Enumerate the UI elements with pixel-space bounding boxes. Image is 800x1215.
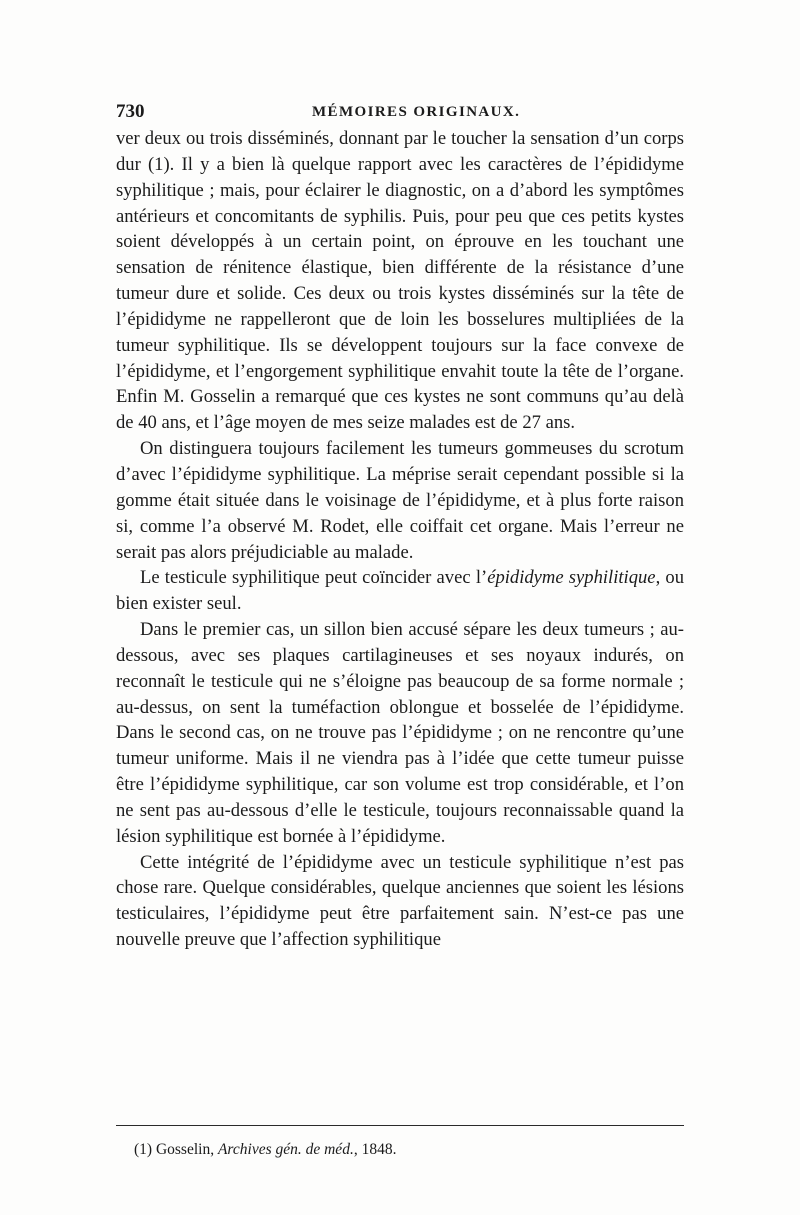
paragraph <box>116 617 684 850</box>
paragraph <box>116 565 684 617</box>
paragraph-text: Dans le premier cas, un sillon bien accusé sépare les deux tumeurs ; au-dessous, avec ses plaques cartilagineuses et ses noyaux indurés, on reconnaît le testicule qui ne s’éloigne pas beaucoup de sa forme normale ; au-dessus, on sent la tuméfaction oblongue et bosselée de l’épididyme. Dans le second cas, on ne trouve pas l’épididyme ; on ne rencontre qu’une tumeur uniforme. Mais il ne viendra pas à l’idée que cette tumeur puisse être l’épididyme syphilitique, car son volume est trop considérable, et l’on ne sent pas au-dessous d’elle le testicule, toujours reconnaissable quand la lésion syphilitique est bornée à l’épididyme. <box>116 619 684 847</box>
paragraph <box>116 850 684 953</box>
footnote-text: , 1848. <box>353 1141 397 1158</box>
running-title: MÉMOIRES ORIGINAUX. <box>312 104 521 120</box>
paragraph-text: Cette intégrité de l’épididyme avec un testicule syphilitique n’est pas chose rare. Quelque considérables, quelque anciennes que soient les lésions testiculaires, l’épididyme peut être parfaitement sain. N’est-ce pas une nouvelle preuve que l’affection syphilitique <box>116 851 684 951</box>
paragraph-text: On distinguera toujours facilement les tumeurs gommeuses du scrotum d’avec l’épididyme syphilitique. La méprise serait cependant possible si la gomme était située dans le voisinage de l’épididyme, et à plus forte raison si, comme l’a observé M. Rodet, elle coiffait cet organe. Mais l’erreur ne serait pas alors préjudiciable au malade. <box>116 438 684 563</box>
footnote <box>134 1140 684 1160</box>
paragraph-text: , ou bien exister seul. <box>116 567 685 615</box>
running-head <box>116 101 684 127</box>
body-text <box>116 126 684 953</box>
paragraph <box>116 126 684 436</box>
page-number: 730 <box>116 101 145 122</box>
footnote-rule <box>116 1125 684 1126</box>
footnote-text: (1) Gosselin, <box>134 1141 218 1158</box>
italic-text: épididyme syphilitique <box>487 567 656 589</box>
paragraph-text: ver deux ou trois disséminés, donnant par le toucher la sensation d’un corps dur (1). Il y a bien là quelque rapport avec les caractères de l’épididyme syphilitique ; mais, pour éclairer le diagnostic, on a d’abord les symptômes antérieurs et concomitants de syphilis. Puis, pour peu que ces petits kystes soient développés à un certain point, on éprouve en les touchant une sensation de rénitence élastique, bien différente de la résistance d’une tumeur dure et solide. Ces deux ou trois kystes disséminés sur la tête de l’épididyme ne rappelleront que de loin les bosselures multipliées de la tumeur syphilitique. Ils se développent toujours sur la face convexe de l’épididyme, et l’engorgement syphilitique envahit toute la tête de l’organe. Enfin M. Gosselin a remarqué que ces kystes ne sont communs qu’au delà de 40 ans, et l’âge moyen de mes seize malades est de 27 ans. <box>116 128 684 434</box>
footnote-citation: Archives gén. de méd. <box>217 1141 354 1158</box>
paragraph-text: Le testicule syphilitique peut coïncider avec l’ <box>140 567 488 589</box>
paragraph <box>116 436 684 565</box>
